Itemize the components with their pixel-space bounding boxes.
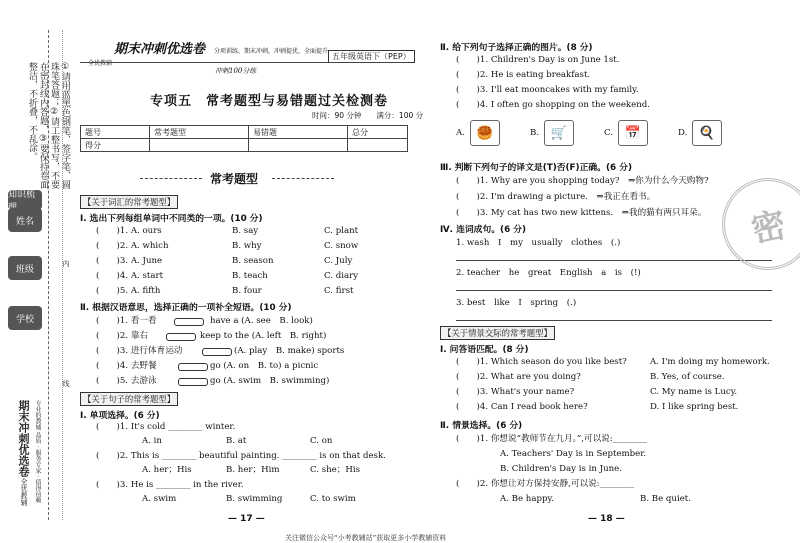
seal-line [48, 30, 49, 520]
sidebar-instructions: ①请用蓝黑色钢笔、签字笔、圆珠笔答题；②请工整书写，不要在密封线内答题，③要保持卷面整洁，不折叠，不乱涂。 [27, 62, 70, 189]
answer-option: A. I'm doing my homework. [650, 357, 770, 367]
time-info: 时间：90 分钟 满分：100 分 [312, 111, 424, 120]
option-b: B. Be quiet. [640, 494, 691, 504]
breakfast-picture-icon: 🍳 [692, 120, 722, 146]
question-item: ( )1. Which season do you like best? [456, 357, 627, 367]
answer-option: C. My name is Lucy. [650, 387, 738, 397]
option-c: C. first [324, 286, 354, 296]
section-heading: Ⅲ. 判断下列句子的译文是(T)否(F)正确。(6 分) [440, 163, 632, 173]
score-cell: 常考题型 [150, 126, 249, 139]
option-a: A. in [142, 436, 162, 446]
question-item: ( )4. A. start [96, 271, 164, 281]
sidebar-brand: 期末冲刺优选卷 [17, 400, 30, 477]
page-number-right: — 18 — [588, 514, 625, 524]
picture-label-c: C. [604, 128, 614, 138]
option-a: A. Be happy. [500, 494, 554, 504]
phrase-completion: keep to the (A. left B. right) [200, 331, 327, 341]
score-table [80, 125, 408, 152]
question-item: ( )2. I'm drawing a picture. ⇒我正在看书。 [456, 192, 656, 202]
shopping-picture-icon: 🛒 [544, 120, 574, 146]
option-c: C. snow [324, 241, 359, 251]
double-arrow-icon [178, 378, 208, 386]
question-item: ( )1. Why are you shopping today? ⇒你为什么今天购物? [456, 176, 709, 186]
option-c: C. diary [324, 271, 359, 281]
seal-line-label-1: 内 [62, 260, 70, 267]
school-field-label: 学校 [8, 306, 42, 330]
option-c: C. to swim [310, 494, 356, 504]
picture-label-a: A. [456, 128, 465, 138]
question-item: ( )2. A. which [96, 241, 169, 251]
phrase-completion: go (A. on B. to) a picnic [210, 361, 319, 371]
class-field-label: 班级 [8, 256, 42, 280]
calendar-picture-icon: 📅 [618, 120, 648, 146]
option-c: C. she；His [310, 465, 361, 475]
situation-tag: 【关于情景交际的常考题型】 [440, 326, 555, 340]
option-b: B. swimming [226, 494, 283, 504]
header-sub: 冲刺100分练 [215, 67, 257, 75]
question-item: ( )1. 看一看 [96, 316, 157, 326]
option-b: B. Children's Day is in June. [500, 464, 622, 474]
question-item: ( )1. 你想说“教师节在九月。”,可以说:________ [456, 434, 648, 444]
section-heading: Ⅱ. 根据汉语意思，选择正确的一项补全短语。(10 分) [80, 303, 292, 313]
double-arrow-icon [166, 333, 196, 341]
section-heading: Ⅰ. 单项选择。(6 分) [80, 411, 160, 421]
question-item: ( )2. What are you doing? [456, 372, 581, 382]
option-b: B. four [232, 286, 262, 296]
option-c: C. July [324, 256, 353, 266]
header-brand-sub: 全优教辅 [88, 60, 113, 67]
answer-line[interactable] [456, 260, 772, 261]
option-b: B. at [226, 436, 247, 446]
question-item: ( )4. I often go shopping on the weekend. [456, 100, 650, 110]
question-item: ( )2. 你想让对方保持安静,可以说:________ [456, 479, 634, 489]
question-item: ( )3. What's your name? [456, 387, 575, 397]
picture-label-d: D. [678, 128, 688, 138]
seal-line-dotted [62, 30, 63, 520]
name-field-label: 姓名 [8, 208, 42, 232]
header-logo [86, 42, 206, 68]
phrase-completion: have a (A. see B. look) [210, 316, 313, 326]
score-input[interactable] [249, 139, 348, 152]
picture-label-b: B. [530, 128, 540, 138]
question-item: ( )2. 靠右 [96, 331, 149, 341]
question-item: ( )3. My cat has two new kittens. ⇒我的猫有两只耳朵。 [456, 208, 707, 218]
score-cell: 易错题 [249, 126, 348, 139]
sidebar-brand-sub: 全优教辅 [20, 478, 28, 506]
double-arrow-icon [202, 348, 232, 356]
sidebar-tag: 知识梳 [8, 190, 42, 210]
page-title: 专项五 常考题型与易错题过关检测卷 [150, 94, 389, 109]
score-input[interactable] [348, 139, 408, 152]
option-b: B. say [232, 226, 259, 236]
double-arrow-icon [178, 363, 208, 371]
binding-sidebar [0, 0, 70, 543]
option-b: B. her；Him [226, 465, 280, 475]
mooncake-picture-icon: 🥮 [470, 120, 500, 146]
section-banner: 常考题型 [210, 172, 259, 186]
question-item: ( )4. 去野餐 [96, 361, 157, 371]
option-c: C. on [310, 436, 333, 446]
banner-rule-left [140, 178, 202, 179]
question-item: ( )1. It's cold ________ winter. [96, 422, 236, 432]
option-a: A. her；His [142, 465, 192, 475]
question-item: ( )2. He is eating breakfast. [456, 70, 591, 80]
header-rule [80, 62, 408, 63]
question-item: ( )5. A. fifth [96, 286, 161, 296]
sentence-tag: 【关于句子的常考题型】 [80, 392, 178, 406]
option-b: B. season [232, 256, 274, 266]
header-grade: 五年级英语下（PEP） [328, 50, 415, 63]
section-heading: Ⅳ. 连词成句。(6 分) [440, 225, 527, 235]
banner-rule-right [272, 178, 334, 179]
section-heading: Ⅱ. 给下列句子选择正确的图片。(8 分) [440, 43, 593, 53]
sidebar-slogan: 专业的教辅 品质 · 服务专家 · 值得信赖 [34, 400, 41, 504]
section-heading: Ⅱ. 情景选择。(6 分) [440, 421, 523, 431]
seal-line-label-2: 线 [62, 380, 70, 387]
question-item: ( )3. A. June [96, 256, 163, 266]
option-a: A. Teachers' Day is in September. [500, 449, 647, 459]
footer-note: 关注微信公众号“小考教辅站”获取更多小学教辅资料 [285, 534, 447, 542]
question-item: ( )3. He is ________ in the river. [96, 480, 244, 490]
question-item: ( )2. This is ________ beautiful painting. ________ is on that desk. [96, 451, 386, 461]
option-b: B. why [232, 241, 262, 251]
header-brand: 期末冲刺优选卷 [114, 42, 206, 57]
question-item: 3. best like I spring (.) [456, 298, 577, 308]
answer-line[interactable] [456, 290, 772, 291]
option-c: C. plant [324, 226, 359, 236]
option-a: A. swim [142, 494, 177, 504]
question-item: ( )5. 去游泳 [96, 376, 157, 386]
question-item: ( )3. 进行体育运动 [96, 346, 183, 356]
answer-line[interactable] [456, 320, 772, 321]
question-item: ( )4. Can I read book here? [456, 402, 588, 412]
section-heading: Ⅰ. 选出下列每组单词中不同类的一项。(10 分) [80, 214, 263, 224]
phrase-completion: go (A. swim B. swimming) [210, 376, 330, 386]
question-item: 1. wash I my usually clothes (.) [456, 238, 621, 248]
question-item: ( )3. I'll eat mooncakes with my family. [456, 85, 639, 95]
score-cell: 题号 [81, 126, 150, 139]
phrase-completion: (A. play B. make) sports [234, 346, 345, 356]
score-cell: 总分 [348, 126, 408, 139]
answer-option: B. Yes, of course. [650, 372, 725, 382]
score-input[interactable] [150, 139, 249, 152]
question-item: ( )1. A. ours [96, 226, 162, 236]
header-slogan: 分项训练，期末冲刺，冲刺提优，全面提升 [214, 48, 329, 55]
question-item: ( )1. Children's Day is on June 1st. [456, 55, 620, 65]
page-number-left: — 17 — [228, 514, 265, 524]
double-arrow-icon [174, 318, 204, 326]
question-item: 2. teacher he great English a is (!) [456, 268, 641, 278]
confidential-stamp: 密 [713, 169, 800, 278]
option-b: B. teach [232, 271, 268, 281]
score-cell: 得分 [81, 139, 150, 152]
answer-option: D. I like spring best. [650, 402, 739, 412]
vocab-tag: 【关于词汇的常考题型】 [80, 195, 178, 209]
section-heading: Ⅰ. 问答语匹配。(8 分) [440, 345, 529, 355]
